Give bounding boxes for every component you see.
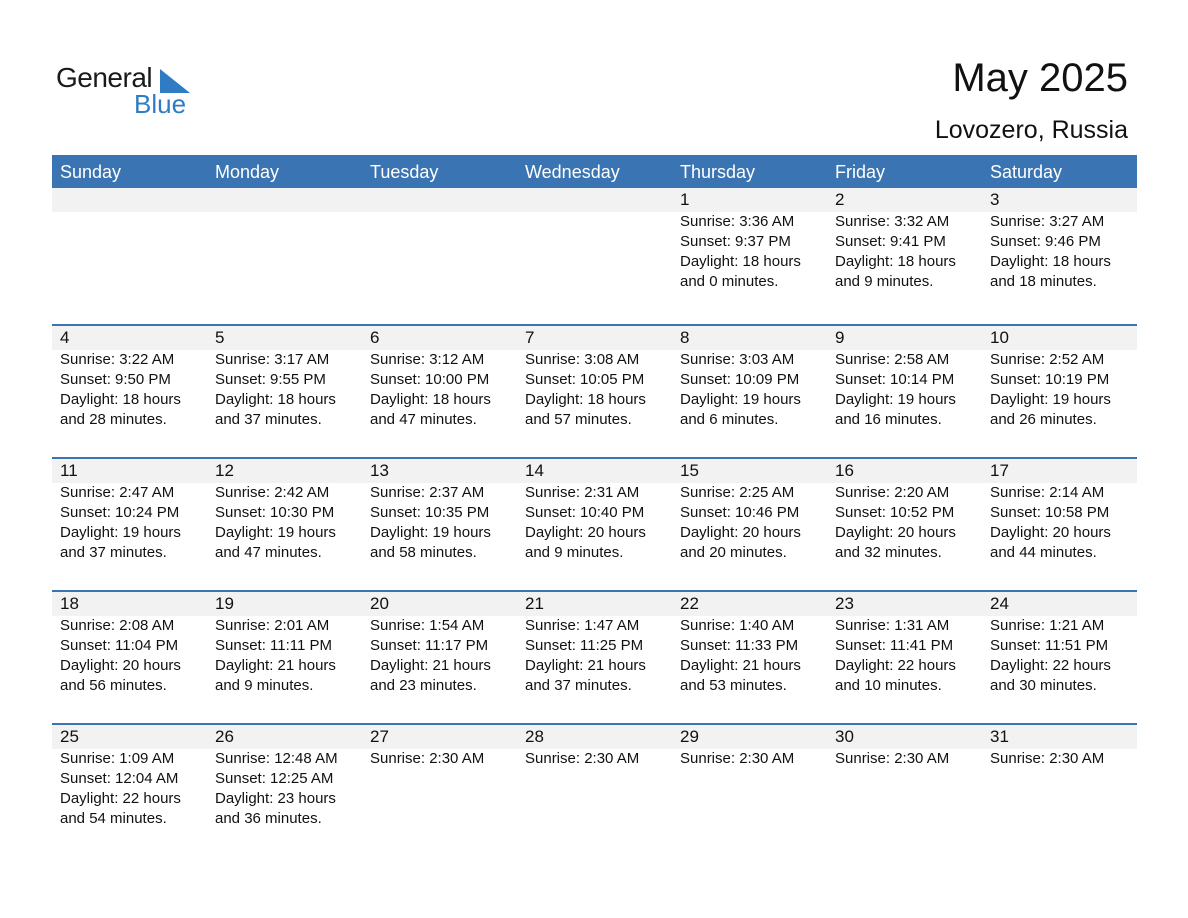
day-cell [982, 326, 1137, 430]
day-cell [52, 592, 207, 696]
daylight-text: Daylight: 22 hours [835, 657, 956, 674]
sunrise-text: Sunrise: 1:54 AM [370, 617, 485, 634]
daylight-text: Daylight: 21 hours [680, 657, 801, 674]
day-number: 27 [370, 727, 389, 746]
weekday-thursday: Thursday [680, 162, 756, 182]
week-row [52, 590, 1137, 723]
daylight-minutes-text: and 47 minutes. [215, 544, 322, 561]
daylight-minutes-text: and 20 minutes. [680, 544, 787, 561]
weekday-monday: Monday [215, 162, 280, 182]
day-number: 15 [680, 461, 699, 480]
weekday-saturday: Saturday [990, 162, 1063, 182]
sunset-text: Sunset: 11:17 PM [370, 637, 489, 654]
sunset-text: Sunset: 10:58 PM [990, 504, 1110, 521]
daylight-text: Daylight: 23 hours [215, 790, 336, 807]
weekday-friday: Friday [835, 162, 886, 182]
day-number: 20 [370, 594, 389, 613]
day-cell [362, 725, 517, 829]
weekday-header [52, 155, 1137, 188]
day-cell [517, 459, 672, 563]
sunrise-text: Sunrise: 2:42 AM [215, 484, 330, 501]
sunrise-text: Sunrise: 2:30 AM [525, 750, 640, 767]
sunset-text: Sunset: 9:41 PM [835, 233, 946, 250]
day-cell [827, 188, 982, 292]
day-number: 19 [215, 594, 234, 613]
daylight-text: Daylight: 18 hours [370, 391, 491, 408]
daylight-minutes-text: and 56 minutes. [60, 677, 167, 694]
day-number: 29 [680, 727, 699, 746]
day-cell [207, 592, 362, 696]
daylight-minutes-text: and 47 minutes. [370, 411, 477, 428]
week-row [52, 457, 1137, 590]
week-row [52, 188, 1137, 324]
day-number: 2 [835, 190, 845, 209]
day-number [60, 188, 207, 212]
day-cell [517, 188, 672, 292]
sunset-text: Sunset: 11:41 PM [835, 637, 954, 654]
daylight-minutes-text: and 44 minutes. [990, 544, 1097, 561]
daylight-text: Daylight: 18 hours [990, 253, 1111, 270]
day-cell [207, 725, 362, 829]
sunrise-text: Sunrise: 2:47 AM [60, 484, 175, 501]
day-cell [827, 592, 982, 696]
day-cell [362, 592, 517, 696]
daylight-minutes-text: and 6 minutes. [680, 411, 779, 428]
daylight-minutes-text: and 37 minutes. [60, 544, 167, 561]
day-number: 12 [215, 461, 234, 480]
daylight-text: Daylight: 19 hours [835, 391, 956, 408]
sunset-text: Sunset: 10:05 PM [525, 371, 645, 388]
day-number: 4 [60, 328, 70, 347]
daylight-minutes-text: and 9 minutes. [215, 677, 314, 694]
logo-word-blue: Blue [134, 89, 187, 119]
sunset-text: Sunset: 10:52 PM [835, 504, 955, 521]
sunrise-text: Sunrise: 1:40 AM [680, 617, 795, 634]
sunrise-text: Sunrise: 3:03 AM [680, 351, 795, 368]
daylight-text: Daylight: 18 hours [835, 253, 956, 270]
day-number: 5 [215, 328, 225, 347]
sunrise-text: Sunrise: 2:30 AM [680, 750, 795, 767]
sunset-text: Sunset: 10:09 PM [680, 371, 800, 388]
location-subtitle: Lovozero, Russia [934, 116, 1128, 144]
sunrise-text: Sunrise: 3:32 AM [835, 213, 950, 230]
day-number: 26 [215, 727, 234, 746]
week-days [52, 725, 1137, 829]
sunset-text: Sunset: 11:25 PM [525, 637, 644, 654]
sunrise-text: Sunrise: 2:30 AM [370, 750, 485, 767]
day-cell [362, 188, 517, 292]
day-number: 28 [525, 727, 544, 746]
sunset-text: Sunset: 9:46 PM [990, 233, 1101, 250]
day-number [215, 188, 362, 212]
sunrise-text: Sunrise: 3:08 AM [525, 351, 640, 368]
day-cell [207, 188, 362, 292]
daylight-minutes-text: and 36 minutes. [215, 810, 322, 827]
day-cell [827, 459, 982, 563]
day-cell [517, 326, 672, 430]
daylight-text: Daylight: 21 hours [215, 657, 336, 674]
sunrise-text: Sunrise: 3:12 AM [370, 351, 485, 368]
sunset-text: Sunset: 9:50 PM [60, 371, 171, 388]
sunrise-text: Sunrise: 2:14 AM [990, 484, 1105, 501]
daylight-text: Daylight: 19 hours [60, 524, 181, 541]
sunrise-text: Sunrise: 2:01 AM [215, 617, 330, 634]
sunrise-text: Sunrise: 2:25 AM [680, 484, 795, 501]
sunrise-text: Sunrise: 1:21 AM [990, 617, 1105, 634]
day-number [525, 188, 672, 212]
sunset-text: Sunset: 10:24 PM [60, 504, 180, 521]
day-number: 7 [525, 328, 535, 347]
daylight-text: Daylight: 20 hours [60, 657, 181, 674]
weekday-sunday: Sunday [60, 162, 122, 182]
day-number: 9 [835, 328, 845, 347]
weekday-tuesday: Tuesday [370, 162, 439, 182]
sunrise-text: Sunrise: 2:08 AM [60, 617, 175, 634]
daylight-text: Daylight: 20 hours [835, 524, 956, 541]
day-number: 10 [990, 328, 1009, 347]
day-number: 1 [680, 190, 690, 209]
brand-logo [56, 64, 206, 124]
day-number: 3 [990, 190, 1000, 209]
sunset-text: Sunset: 10:00 PM [370, 371, 490, 388]
day-cell [362, 326, 517, 430]
day-cell [207, 326, 362, 430]
sunset-text: Sunset: 10:30 PM [215, 504, 335, 521]
day-number: 21 [525, 594, 544, 613]
sunset-text: Sunset: 10:35 PM [370, 504, 490, 521]
daylight-text: Daylight: 19 hours [680, 391, 801, 408]
calendar-grid [52, 155, 1137, 856]
sunset-text: Sunset: 10:40 PM [525, 504, 645, 521]
daylight-minutes-text: and 26 minutes. [990, 411, 1097, 428]
day-number: 22 [680, 594, 699, 613]
day-cell [517, 592, 672, 696]
day-cell [52, 459, 207, 563]
day-cell [52, 326, 207, 430]
sunrise-text: Sunrise: 2:30 AM [990, 750, 1105, 767]
week-row [52, 324, 1137, 457]
day-number: 25 [60, 727, 79, 746]
day-cell [207, 459, 362, 563]
day-cell [672, 725, 827, 829]
sunset-text: Sunset: 11:11 PM [215, 637, 333, 654]
daylight-minutes-text: and 53 minutes. [680, 677, 787, 694]
daylight-text: Daylight: 18 hours [60, 391, 181, 408]
daylight-text: Daylight: 20 hours [990, 524, 1111, 541]
day-cell [982, 188, 1137, 292]
sunrise-text: Sunrise: 3:22 AM [60, 351, 175, 368]
daylight-minutes-text: and 54 minutes. [60, 810, 167, 827]
day-number: 11 [60, 461, 78, 480]
week-days [52, 326, 1137, 430]
sunset-text: Sunset: 10:19 PM [990, 371, 1110, 388]
week-row [52, 723, 1137, 856]
daylight-minutes-text: and 10 minutes. [835, 677, 942, 694]
daylight-text: Daylight: 18 hours [215, 391, 336, 408]
daylight-minutes-text: and 23 minutes. [370, 677, 477, 694]
day-number: 16 [835, 461, 854, 480]
sunrise-text: Sunrise: 3:17 AM [215, 351, 330, 368]
sunrise-text: Sunrise: 2:31 AM [525, 484, 640, 501]
sunset-text: Sunset: 11:04 PM [60, 637, 179, 654]
daylight-minutes-text: and 9 minutes. [835, 273, 934, 290]
day-cell [672, 459, 827, 563]
sunrise-text: Sunrise: 3:36 AM [680, 213, 795, 230]
daylight-minutes-text: and 0 minutes. [680, 273, 779, 290]
daylight-minutes-text: and 28 minutes. [60, 411, 167, 428]
page-title: May 2025 [952, 56, 1128, 100]
day-cell [982, 592, 1137, 696]
week-days [52, 592, 1137, 696]
sunrise-text: Sunrise: 3:27 AM [990, 213, 1105, 230]
day-number [370, 188, 517, 212]
weekday-wednesday: Wednesday [525, 162, 620, 182]
daylight-text: Daylight: 22 hours [60, 790, 181, 807]
day-cell [52, 725, 207, 829]
daylight-minutes-text: and 30 minutes. [990, 677, 1097, 694]
daylight-text: Daylight: 18 hours [680, 253, 801, 270]
sunset-text: Sunset: 9:37 PM [680, 233, 791, 250]
day-number: 8 [680, 328, 690, 347]
sunset-text: Sunset: 11:33 PM [680, 637, 799, 654]
sunrise-text: Sunrise: 1:47 AM [525, 617, 640, 634]
sunrise-text: Sunrise: 1:09 AM [60, 750, 175, 767]
day-cell [827, 326, 982, 430]
daylight-minutes-text: and 58 minutes. [370, 544, 477, 561]
daylight-minutes-text: and 16 minutes. [835, 411, 942, 428]
daylight-text: Daylight: 20 hours [525, 524, 646, 541]
daylight-text: Daylight: 19 hours [370, 524, 491, 541]
day-number: 30 [835, 727, 854, 746]
week-days [52, 459, 1137, 563]
sunrise-text: Sunrise: 2:52 AM [990, 351, 1105, 368]
day-cell [672, 326, 827, 430]
week-days [52, 188, 1137, 292]
day-number: 18 [60, 594, 79, 613]
logo-word-general: General [56, 62, 153, 93]
sunset-text: Sunset: 12:25 AM [215, 770, 334, 787]
daylight-minutes-text: and 37 minutes. [525, 677, 632, 694]
daylight-text: Daylight: 18 hours [525, 391, 646, 408]
daylight-minutes-text: and 57 minutes. [525, 411, 632, 428]
day-number: 23 [835, 594, 854, 613]
daylight-minutes-text: and 32 minutes. [835, 544, 942, 561]
sunrise-text: Sunrise: 2:30 AM [835, 750, 950, 767]
daylight-minutes-text: and 18 minutes. [990, 273, 1097, 290]
day-number: 17 [990, 461, 1009, 480]
day-number: 13 [370, 461, 389, 480]
sunset-text: Sunset: 11:51 PM [990, 637, 1109, 654]
sunrise-text: Sunrise: 2:20 AM [835, 484, 950, 501]
day-cell [982, 725, 1137, 829]
day-cell [52, 188, 207, 292]
day-cell [362, 459, 517, 563]
daylight-text: Daylight: 19 hours [215, 524, 336, 541]
day-number: 31 [990, 727, 1009, 746]
daylight-text: Daylight: 20 hours [680, 524, 801, 541]
day-number: 14 [525, 461, 544, 480]
day-cell [517, 725, 672, 829]
sunset-text: Sunset: 12:04 AM [60, 770, 179, 787]
day-number: 24 [990, 594, 1009, 613]
day-number: 6 [370, 328, 380, 347]
sunset-text: Sunset: 10:46 PM [680, 504, 800, 521]
sunrise-text: Sunrise: 12:48 AM [215, 750, 338, 767]
daylight-text: Daylight: 21 hours [370, 657, 491, 674]
day-cell [672, 188, 827, 292]
day-cell [827, 725, 982, 829]
day-cell [982, 459, 1137, 563]
weeks-container [52, 188, 1137, 856]
sunrise-text: Sunrise: 1:31 AM [835, 617, 950, 634]
day-cell [672, 592, 827, 696]
sunset-text: Sunset: 9:55 PM [215, 371, 326, 388]
daylight-text: Daylight: 22 hours [990, 657, 1111, 674]
sunrise-text: Sunrise: 2:37 AM [370, 484, 485, 501]
daylight-minutes-text: and 9 minutes. [525, 544, 624, 561]
sunrise-text: Sunrise: 2:58 AM [835, 351, 950, 368]
daylight-text: Daylight: 21 hours [525, 657, 646, 674]
daylight-minutes-text: and 37 minutes. [215, 411, 322, 428]
daylight-text: Daylight: 19 hours [990, 391, 1111, 408]
sunset-text: Sunset: 10:14 PM [835, 371, 955, 388]
